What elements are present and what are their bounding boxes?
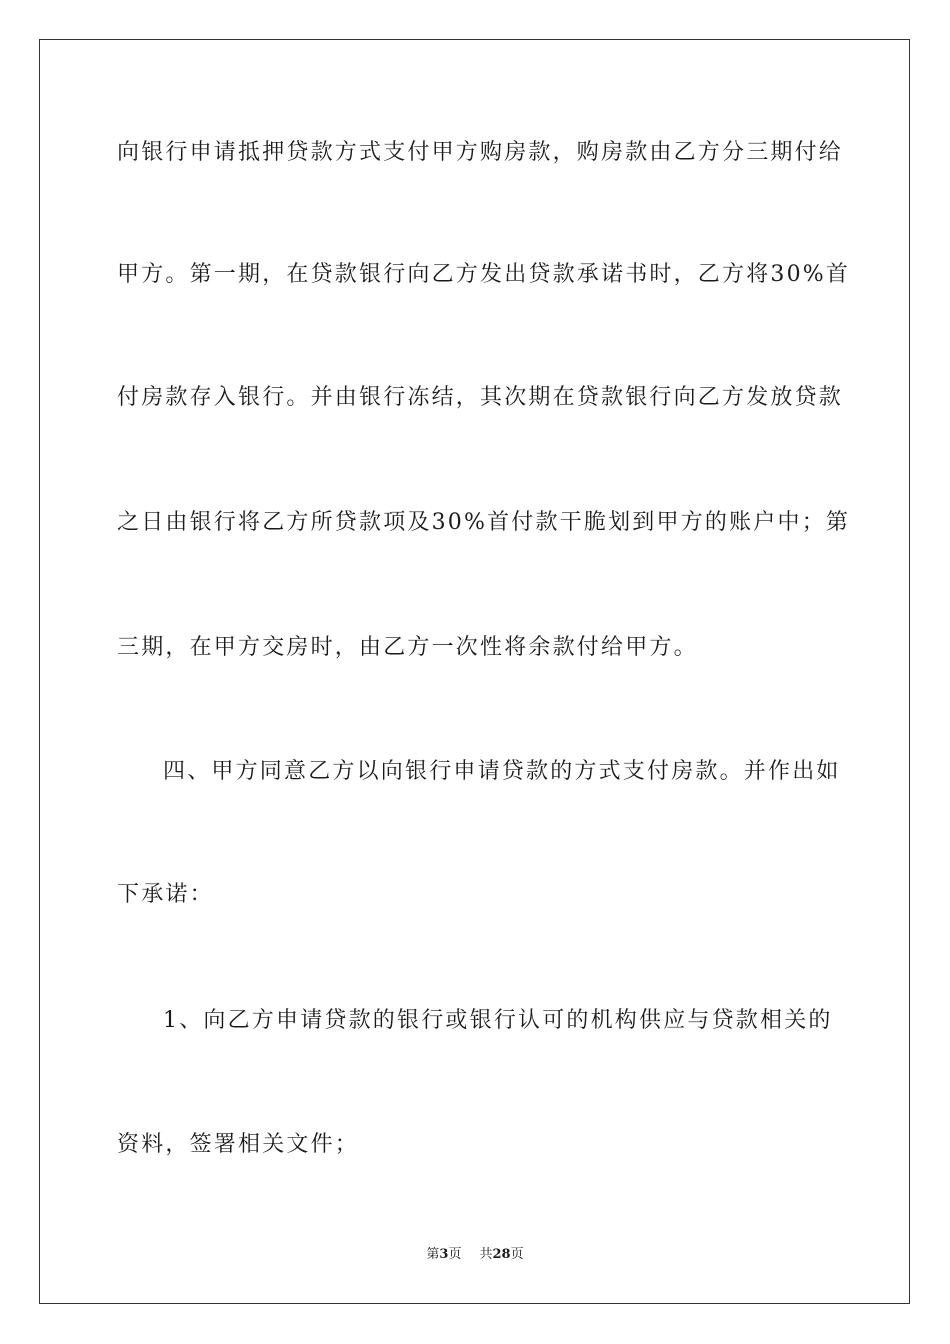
- page-number: 3: [439, 1247, 449, 1262]
- total-suffix: 页: [510, 1247, 524, 1262]
- body-text-line: 向银行申请抵押贷款方式支付甲方购房款，购房款由乙方分三期付给: [117, 140, 844, 165]
- total-pages: 28: [492, 1247, 511, 1262]
- body-text-line: 下承诺：: [117, 882, 214, 907]
- page-prefix: 第: [426, 1247, 440, 1262]
- page-suffix: 页: [448, 1247, 462, 1262]
- page-footer: [0, 1246, 950, 1264]
- body-text-line: 付房款存入银行。并由银行冻结，其次期在贷款银行向乙方发放贷款: [117, 385, 844, 410]
- body-text-line: 之日由银行将乙方所贷款项及30%首付款干脆划到甲方的账户中；第: [117, 510, 851, 535]
- page-border: [39, 39, 910, 1304]
- body-text-line: 甲方。第一期，在贷款银行向乙方发出贷款承诺书时，乙方将30%首: [117, 262, 851, 287]
- paragraph-four-line: 四、甲方同意乙方以向银行申请贷款的方式支付房款。并作出如: [163, 759, 841, 784]
- body-text-line: 三期，在甲方交房时，由乙方一次性将余款付给甲方。: [117, 635, 698, 660]
- list-item-one-line: 1、向乙方申请贷款的银行或银行认可的机构供应与贷款相关的: [163, 1008, 833, 1033]
- total-prefix: 共: [479, 1247, 493, 1262]
- body-text-line: 资料，签署相关文件；: [117, 1132, 360, 1157]
